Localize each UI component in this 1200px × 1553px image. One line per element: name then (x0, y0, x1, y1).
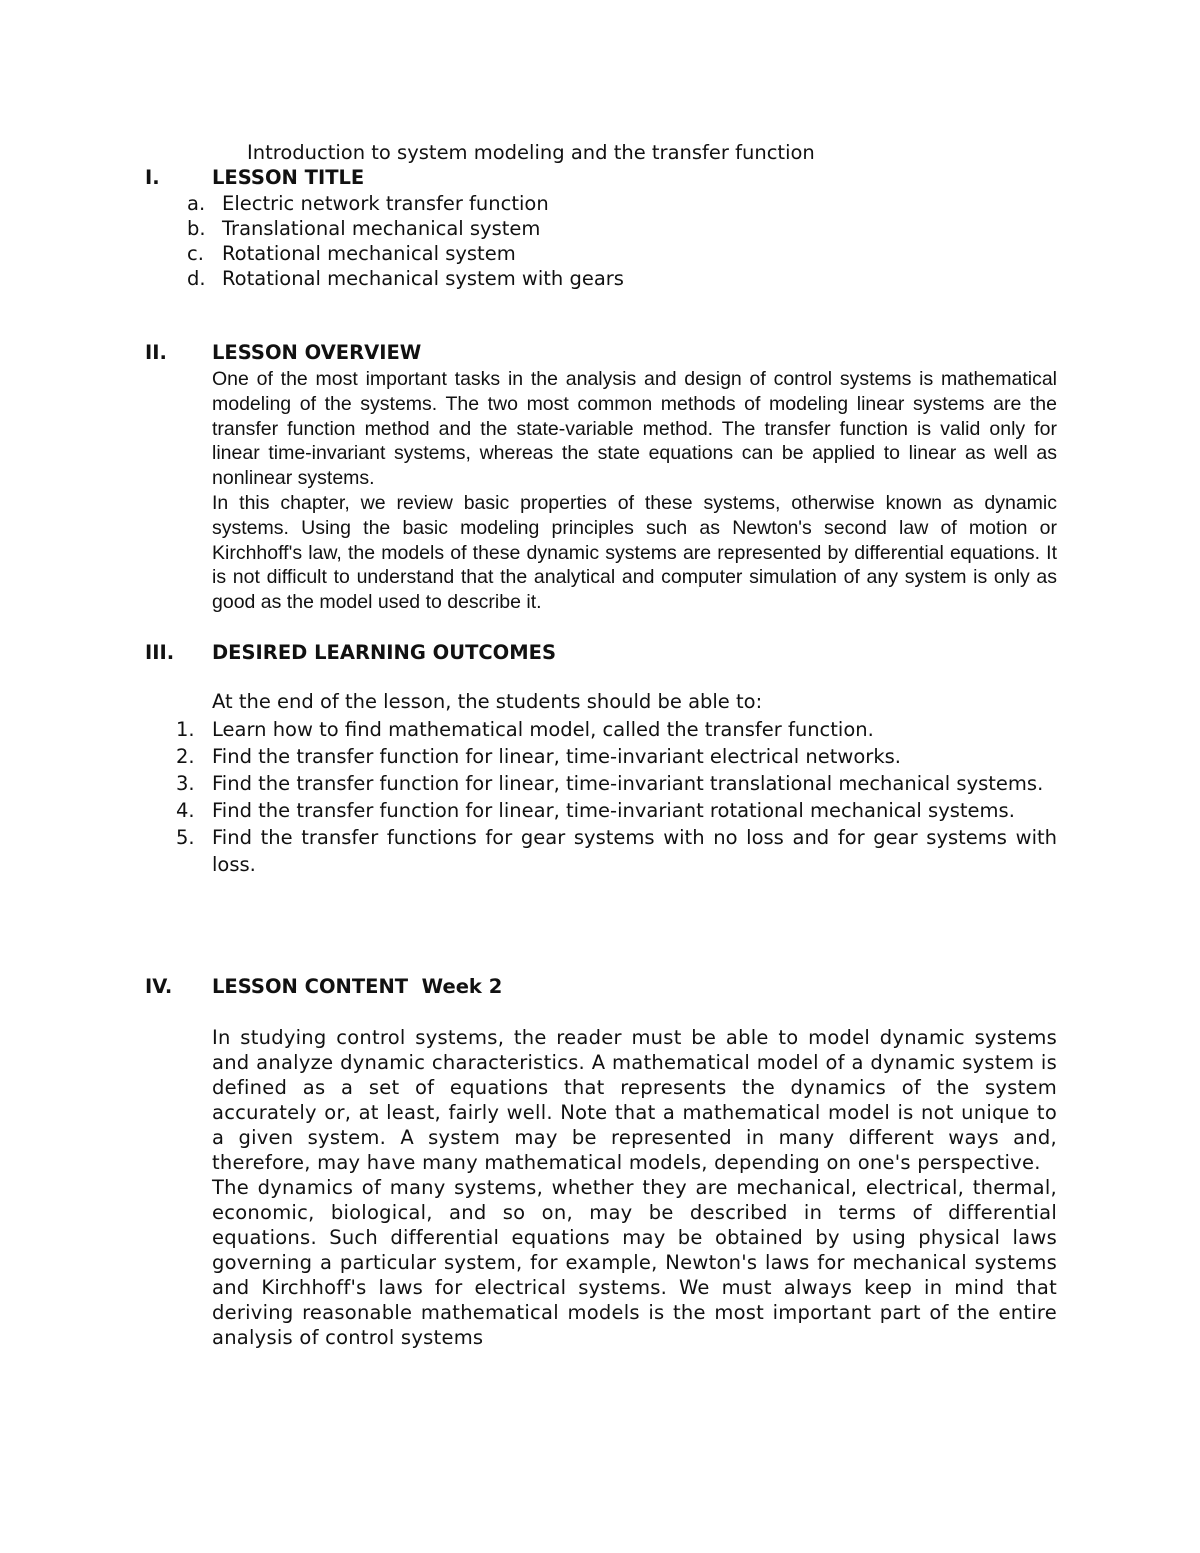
list-item (176, 716, 1057, 743)
list-item-text: Find the transfer functions for gear systems with no loss and for gear systems with loss. (212, 826, 1057, 876)
list-marker: a. (187, 192, 206, 215)
list-item (176, 824, 1057, 878)
overview-text (212, 367, 1057, 615)
list-item (176, 743, 1057, 770)
list-item-text: Rotational mechanical system (222, 242, 516, 265)
document-title: Introduction to system modeling and the transfer function (247, 141, 815, 164)
section-heading-text: LESSON CONTENT Week 2 (212, 975, 503, 998)
list-item-text: Rotational mechanical system with gears (222, 267, 624, 290)
list-item (176, 770, 1057, 797)
section-heading-text: DESIRED LEARNING OUTCOMES (212, 641, 557, 664)
section-number: IV. (145, 975, 173, 998)
list-marker: c. (187, 242, 204, 265)
list-item-text: Find the transfer function for linear, time-invariant rotational mechanical systems. (212, 799, 1015, 822)
list-marker: 4. (176, 799, 195, 822)
list-marker: b. (187, 217, 206, 240)
section-number: III. (145, 641, 175, 664)
section-heading-text: LESSON OVERVIEW (212, 341, 422, 364)
list-marker: 5. (176, 826, 195, 849)
list-marker: 1. (176, 718, 195, 741)
list-marker: 2. (176, 745, 195, 768)
list-marker: d. (187, 267, 206, 290)
content-paragraph: In studying control systems, the reader must be able to model dynamic systems and analyze dynamic characteristics. A mathematical model of a dynamic system is defined as a set of equations that represents the dynamics of the system accurately or, at least, fairly well. Note that a mathematical model is not unique to a given system. A system may be represented in many different ways and, therefore, may have many mathematical models, depending on one's perspective. (212, 1026, 1057, 1174)
section-number: II. (145, 341, 167, 364)
list-item (176, 797, 1057, 824)
list-item-text: Find the transfer function for linear, time-invariant electrical networks. (212, 745, 901, 768)
list-item-text: Learn how to find mathematical model, called the transfer function. (212, 718, 874, 741)
overview-paragraph: One of the most important tasks in the analysis and design of control systems is mathematical modeling of the systems. The two most common methods of modeling linear systems are the transfer function method and the state-variable method. The transfer function is valid only for linear time-invariant systems, whereas the state equations can be applied to linear as well as nonlinear systems. (212, 368, 1057, 490)
overview-paragraph: In this chapter, we review basic properties of these systems, otherwise known as dynamic systems. Using the basic modeling principles such as Newton's second law of motion or Kirchhoff's law, the models of these dynamic systems are represented by differential equations. It is not difficult to understand that the analytical and computer simulation of any system is only as good as the model used to describe it. (212, 491, 1057, 614)
list-item-text: Find the transfer function for linear, time-invariant translational mechanical systems. (212, 772, 1044, 795)
list-marker: 3. (176, 772, 195, 795)
learning-outcomes-list (176, 716, 1057, 878)
section-number: I. (145, 166, 160, 189)
list-item-text: Translational mechanical system (222, 217, 541, 240)
section-heading-text: LESSON TITLE (212, 166, 365, 189)
content-paragraph: The dynamics of many systems, whether they are mechanical, electrical, thermal, economic, biological, and so on, may be described in terms of differential equations. Such differential equations may be obtained by using physical laws governing a particular system, for example, Newton's laws for mechanical systems and Kirchhoff's laws for electrical systems. We must always keep in mind that deriving reasonable mathematical models is the most important part of the entire analysis of control systems (212, 1176, 1057, 1349)
list-item-text: Electric network transfer function (222, 192, 549, 215)
content-text (212, 1025, 1057, 1350)
outcomes-intro: At the end of the lesson, the students should be able to: (212, 690, 763, 713)
